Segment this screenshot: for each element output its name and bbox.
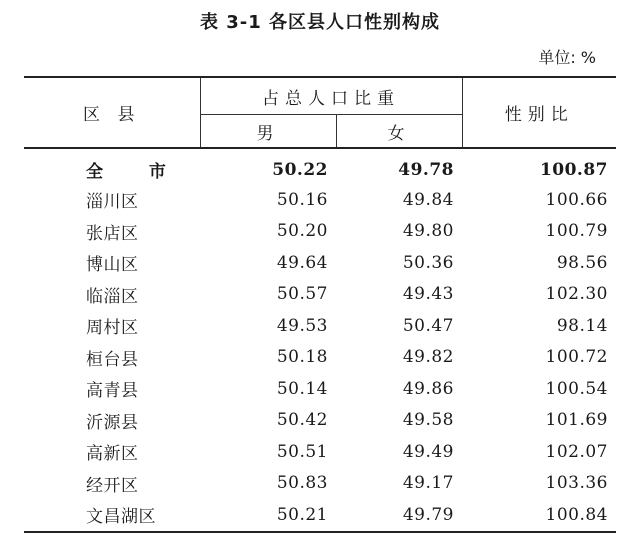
region-cell: 周村区 [86, 318, 139, 339]
male-cell: 49.64 [276, 252, 328, 273]
female-cell: 49.79 [336, 499, 462, 532]
table-row [24, 499, 616, 532]
region-cell: 高青县 [86, 381, 139, 402]
female-cell: 50.47 [402, 315, 454, 336]
table-title: 表 3-1 各区县人口性别构成 [199, 12, 441, 33]
header-female: 女 [336, 115, 462, 149]
unit-label: 单位: % [538, 48, 596, 67]
sex-ratio-cell: 101.69 [545, 410, 608, 431]
sex-ratio-cell: 100.87 [539, 159, 608, 180]
table-row [24, 342, 616, 374]
region-cell: 博山区 [86, 255, 139, 276]
sex-ratio-cell: 98.56 [556, 252, 608, 273]
header-male: 男 [200, 115, 336, 149]
sex-ratio-cell: 98.14 [556, 315, 608, 336]
female-cell: 49.43 [402, 284, 454, 305]
table-row [24, 468, 616, 500]
region-cell: 桓台县 [86, 349, 139, 370]
region-cell: 沂源县 [86, 412, 139, 433]
male-cell: 50.51 [276, 441, 328, 462]
female-cell: 49.84 [402, 189, 454, 210]
male-cell: 50.16 [276, 189, 328, 210]
female-cell: 49.86 [402, 378, 454, 399]
female-cell: 49.17 [402, 473, 454, 494]
male-cell: 50.42 [276, 410, 328, 431]
male-cell: 50.21 [200, 499, 336, 532]
male-cell: 50.20 [276, 221, 328, 242]
table-row [24, 310, 616, 342]
female-cell: 49.58 [402, 410, 454, 431]
sex-ratio-cell: 100.66 [545, 189, 608, 210]
male-cell: 49.53 [276, 315, 328, 336]
table-row [24, 405, 616, 437]
region-cell: 张店区 [86, 223, 139, 244]
male-cell: 50.18 [276, 347, 328, 368]
header-share-group: 占总人口比重 [200, 77, 462, 115]
region-cell: 全 市 [86, 162, 186, 182]
table-row [24, 184, 616, 216]
region-cell: 淄川区 [86, 192, 139, 213]
table-row [24, 247, 616, 279]
header-sex-ratio: 性别比 [462, 77, 616, 148]
region-cell: 经开区 [86, 475, 139, 496]
header-region: 区 县 [24, 77, 200, 148]
male-cell: 50.83 [276, 473, 328, 494]
sex-ratio-cell: 100.79 [545, 221, 608, 242]
table-row [24, 373, 616, 405]
female-cell: 49.78 [398, 159, 454, 180]
female-cell: 49.82 [402, 347, 454, 368]
female-cell: 50.36 [402, 252, 454, 273]
sex-ratio-cell: 102.07 [545, 441, 608, 462]
sex-ratio-cell: 100.54 [545, 378, 608, 399]
table-row [24, 436, 616, 468]
region-cell: 临淄区 [86, 286, 139, 307]
table-row [24, 279, 616, 311]
sex-ratio-cell: 100.84 [462, 499, 616, 532]
male-cell: 50.22 [272, 159, 328, 180]
sex-ratio-cell: 100.72 [545, 347, 608, 368]
region-cell: 文昌湖区 [24, 499, 200, 532]
region-cell: 高新区 [86, 444, 139, 465]
female-cell: 49.80 [402, 221, 454, 242]
population-sex-table [24, 76, 616, 533]
female-cell: 49.49 [402, 441, 454, 462]
table-row [24, 216, 616, 248]
sex-ratio-cell: 103.36 [545, 473, 608, 494]
table-row-total [24, 148, 616, 184]
sex-ratio-cell: 102.30 [545, 284, 608, 305]
male-cell: 50.57 [276, 284, 328, 305]
male-cell: 50.14 [276, 378, 328, 399]
